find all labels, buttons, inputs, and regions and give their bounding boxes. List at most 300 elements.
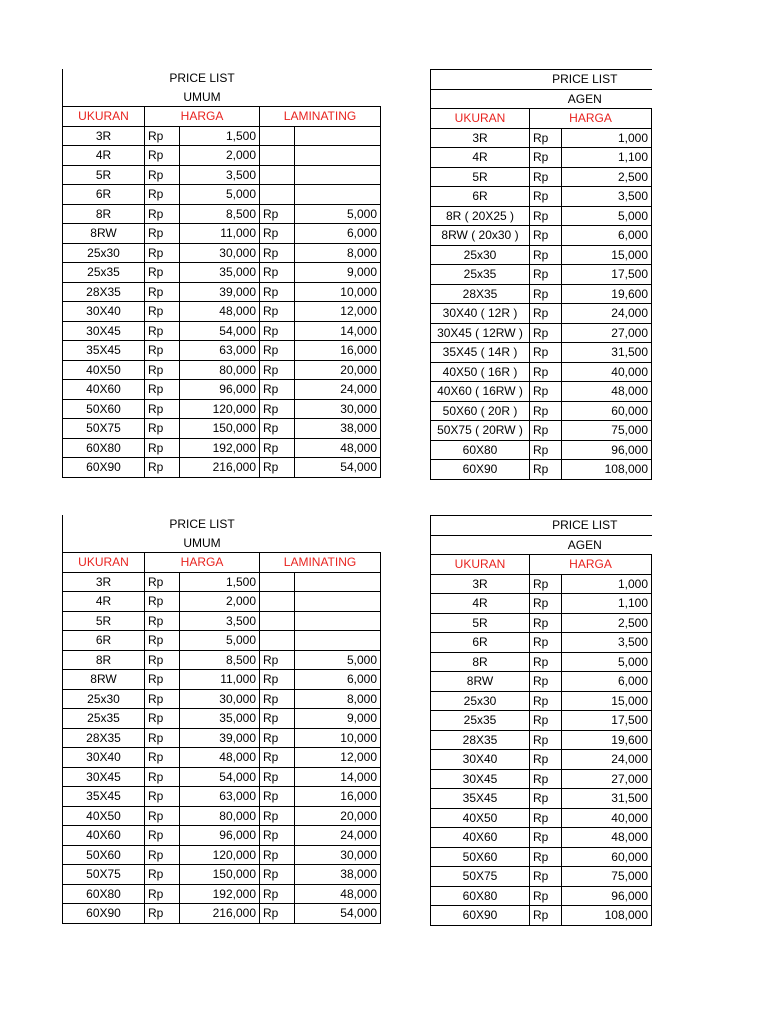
size-cell: 30X40 [63,302,145,322]
table-row [63,204,381,224]
size-cell: 4R [431,148,530,168]
currency-cell: Rp [145,709,180,729]
currency-cell: Rp [145,592,180,612]
price-cell: 2,500 [562,613,652,633]
lam-currency-cell [260,165,295,185]
currency-cell: Rp [145,263,180,283]
currency-cell: Rp [530,362,562,382]
lam-price-cell: 54,000 [295,458,381,478]
lam-currency-cell: Rp [260,728,295,748]
agen-table [430,69,652,480]
price-cell: 39,000 [180,282,260,302]
blank-cell [63,534,145,553]
price-cell: 5,000 [180,631,260,651]
lam-price-cell: 16,000 [295,787,381,807]
currency-cell: Rp [145,126,180,146]
table-row [431,323,652,343]
price-cell: 3,500 [180,611,260,631]
size-cell: 40X50 ( 16R ) [431,362,530,382]
lam-price-cell [295,185,381,205]
lam-currency-cell: Rp [260,865,295,885]
price-cell: 1,100 [562,148,652,168]
price-cell: 31,500 [562,789,652,809]
blank-cell [260,515,381,534]
table-row [63,243,381,263]
size-cell: 3R [431,574,530,594]
currency-cell: Rp [530,906,562,926]
table-row [63,806,381,826]
size-cell: 60X90 [63,904,145,924]
price-cell: 60,000 [562,401,652,421]
currency-cell: Rp [530,730,562,750]
price-cell: 1,500 [180,572,260,592]
price-cell: 5,000 [180,185,260,205]
table-row [431,847,652,867]
size-cell: 8R ( 20X25 ) [431,206,530,226]
table-row [431,828,652,848]
price-cell: 60,000 [562,847,652,867]
table-row [63,224,381,244]
currency-cell: Rp [530,304,562,324]
price-cell: 96,000 [562,886,652,906]
price-cell: 8,500 [180,650,260,670]
table-row [431,652,652,672]
table-row [63,360,381,380]
size-cell: 60X80 [431,440,530,460]
lam-currency-cell: Rp [260,341,295,361]
size-cell: 25x30 [63,243,145,263]
currency-cell: Rp [530,167,562,187]
size-cell: 8RW ( 20x30 ) [431,226,530,246]
size-cell: 8R [63,650,145,670]
lam-price-cell: 12,000 [295,302,381,322]
currency-cell: Rp [530,460,562,480]
currency-cell: Rp [145,321,180,341]
size-cell: 25x35 [63,263,145,283]
price-cell: 40,000 [562,362,652,382]
ukuran-header: UKURAN [63,107,145,127]
table-row [63,631,381,651]
price-cell: 48,000 [180,302,260,322]
currency-cell: Rp [145,806,180,826]
price-cell: 11,000 [180,224,260,244]
size-cell: 40X60 ( 16RW ) [431,382,530,402]
size-cell: 30X45 [63,767,145,787]
title-line-2: AGEN [431,89,652,109]
currency-cell: Rp [145,904,180,924]
title-line-1: PRICE LIST [169,71,235,86]
table-row [431,594,652,614]
size-cell: 8RW [63,224,145,244]
size-cell: 5R [63,611,145,631]
size-cell: 25x35 [431,265,530,285]
table-row [63,419,381,439]
lam-price-cell: 24,000 [295,380,381,400]
table-row [63,165,381,185]
currency-cell: Rp [530,769,562,789]
currency-cell: Rp [530,574,562,594]
table-row [431,284,652,304]
agen-price-list-top [430,69,652,480]
size-cell: 50X75 [63,865,145,885]
table-row [431,633,652,653]
table-row [63,592,381,612]
price-cell: 120,000 [180,399,260,419]
blank-cell [63,515,145,534]
size-cell: 30X40 [63,748,145,768]
price-cell: 54,000 [180,321,260,341]
table-row [431,401,652,421]
currency-cell: Rp [145,572,180,592]
umum-table [62,515,381,924]
price-cell: 19,600 [562,730,652,750]
lam-price-cell [295,165,381,185]
lam-price-cell: 20,000 [295,806,381,826]
currency-cell: Rp [145,360,180,380]
price-cell: 1,100 [562,594,652,614]
currency-cell: Rp [530,265,562,285]
price-cell: 75,000 [562,421,652,441]
lam-price-cell: 8,000 [295,689,381,709]
agen-table [430,515,652,926]
lam-currency-cell: Rp [260,689,295,709]
blank-cell [260,69,381,88]
table-row [63,458,381,478]
price-cell: 27,000 [562,769,652,789]
size-cell: 50X60 ( 20R ) [431,401,530,421]
lam-currency-cell: Rp [260,787,295,807]
lam-currency-cell [260,611,295,631]
ukuran-header: UKURAN [431,555,530,575]
table-row [431,148,652,168]
currency-cell: Rp [530,672,562,692]
lam-currency-cell: Rp [260,380,295,400]
currency-cell: Rp [530,440,562,460]
lam-price-cell: 24,000 [295,826,381,846]
size-cell: 6R [431,633,530,653]
table-row [431,691,652,711]
size-cell: 25x35 [431,711,530,731]
price-cell: 1,500 [180,126,260,146]
price-cell: 96,000 [180,826,260,846]
currency-cell: Rp [145,670,180,690]
table-row [63,748,381,768]
lam-currency-cell: Rp [260,458,295,478]
price-cell: 216,000 [180,904,260,924]
table-row [431,167,652,187]
table-row [63,438,381,458]
currency-cell: Rp [145,728,180,748]
size-cell: 8R [431,652,530,672]
currency-cell: Rp [530,323,562,343]
price-cell: 63,000 [180,341,260,361]
size-cell: 40X50 [63,360,145,380]
size-cell: 6R [63,185,145,205]
currency-cell: Rp [530,128,562,148]
lam-price-cell: 12,000 [295,748,381,768]
table-row [431,789,652,809]
size-cell: 5R [431,613,530,633]
blank-cell [260,88,381,107]
price-cell: 31,500 [562,343,652,363]
lam-currency-cell [260,126,295,146]
price-cell: 75,000 [562,867,652,887]
lam-currency-cell: Rp [260,845,295,865]
lam-currency-cell [260,185,295,205]
lam-currency-cell: Rp [260,263,295,283]
price-cell: 96,000 [562,440,652,460]
price-cell: 35,000 [180,709,260,729]
currency-cell: Rp [530,343,562,363]
size-cell: 40X50 [431,808,530,828]
size-cell: 6R [431,187,530,207]
price-cell: 1,000 [562,128,652,148]
table-row [63,302,381,322]
lam-currency-cell: Rp [260,438,295,458]
lam-currency-cell: Rp [260,224,295,244]
currency-cell: Rp [145,224,180,244]
lam-currency-cell: Rp [260,399,295,419]
currency-cell: Rp [145,748,180,768]
price-cell: 2,500 [562,167,652,187]
table-row [63,728,381,748]
lam-price-cell: 9,000 [295,709,381,729]
currency-cell: Rp [145,826,180,846]
size-cell: 3R [63,572,145,592]
price-cell: 30,000 [180,689,260,709]
table-row [431,128,652,148]
size-cell: 60X80 [63,884,145,904]
table-row [431,440,652,460]
lam-price-cell: 48,000 [295,438,381,458]
table-row [431,711,652,731]
size-cell: 5R [63,165,145,185]
table-row [431,613,652,633]
currency-cell: Rp [145,204,180,224]
lam-price-cell: 38,000 [295,865,381,885]
currency-cell: Rp [530,594,562,614]
size-cell: 35X45 [431,789,530,809]
table-row [63,321,381,341]
currency-cell: Rp [145,282,180,302]
size-cell: 60X80 [63,438,145,458]
lam-price-cell [295,146,381,166]
size-cell: 8R [63,204,145,224]
price-cell: 150,000 [180,865,260,885]
price-cell: 15,000 [562,691,652,711]
price-cell: 120,000 [180,845,260,865]
agen-price-list-bottom [430,515,652,926]
lam-currency-cell: Rp [260,806,295,826]
price-cell: 11,000 [180,670,260,690]
lam-currency-cell: Rp [260,767,295,787]
currency-cell: Rp [530,284,562,304]
size-cell: 60X90 [431,906,530,926]
title-line-1: PRICE LIST [169,517,235,532]
size-cell: 50X75 [431,867,530,887]
currency-cell: Rp [145,631,180,651]
currency-cell: Rp [145,380,180,400]
size-cell: 4R [63,592,145,612]
size-cell: 6R [63,631,145,651]
lam-currency-cell [260,631,295,651]
size-cell: 5R [431,167,530,187]
lam-currency-cell: Rp [260,650,295,670]
price-cell: 15,000 [562,245,652,265]
currency-cell: Rp [145,165,180,185]
lam-price-cell [295,611,381,631]
currency-cell: Rp [530,401,562,421]
price-cell: 192,000 [180,884,260,904]
laminating-header: LAMINATING [260,553,381,573]
price-cell: 216,000 [180,458,260,478]
currency-cell: Rp [530,226,562,246]
table-row [431,808,652,828]
lam-currency-cell: Rp [260,419,295,439]
currency-cell: Rp [145,419,180,439]
table-row [431,362,652,382]
currency-cell: Rp [530,206,562,226]
size-cell: 25x35 [63,709,145,729]
price-cell: 6,000 [562,672,652,692]
lam-currency-cell: Rp [260,884,295,904]
lam-price-cell: 9,000 [295,263,381,283]
laminating-header: LAMINATING [260,107,381,127]
table-row [63,611,381,631]
price-cell: 54,000 [180,767,260,787]
price-cell: 80,000 [180,806,260,826]
currency-cell: Rp [530,148,562,168]
size-cell: 28X35 [63,282,145,302]
table-row [63,826,381,846]
currency-cell: Rp [530,886,562,906]
currency-cell: Rp [145,865,180,885]
lam-price-cell: 16,000 [295,341,381,361]
size-cell: 30X40 [431,750,530,770]
table-row [63,709,381,729]
currency-cell: Rp [530,691,562,711]
currency-cell: Rp [145,438,180,458]
table-row [431,304,652,324]
currency-cell: Rp [145,650,180,670]
table-row [431,750,652,770]
table-row [431,226,652,246]
price-cell: 48,000 [562,828,652,848]
table-row [63,282,381,302]
currency-cell: Rp [145,787,180,807]
lam-currency-cell: Rp [260,826,295,846]
size-cell: 60X80 [431,886,530,906]
size-cell: 50X75 [63,419,145,439]
lam-price-cell [295,592,381,612]
lam-currency-cell: Rp [260,302,295,322]
lam-price-cell: 10,000 [295,282,381,302]
lam-price-cell: 6,000 [295,224,381,244]
table-row [63,380,381,400]
size-cell: 30X40 ( 12R ) [431,304,530,324]
lam-price-cell: 38,000 [295,419,381,439]
price-cell: 27,000 [562,323,652,343]
table-row [63,650,381,670]
lam-price-cell: 30,000 [295,845,381,865]
currency-cell: Rp [530,245,562,265]
table-row [431,574,652,594]
table-row [63,341,381,361]
price-cell: 2,000 [180,592,260,612]
size-cell: 50X75 ( 20RW ) [431,421,530,441]
currency-cell: Rp [145,185,180,205]
lam-currency-cell: Rp [260,204,295,224]
size-cell: 3R [431,128,530,148]
ukuran-header: UKURAN [63,553,145,573]
table-row [431,730,652,750]
table-row [63,185,381,205]
price-cell: 40,000 [562,808,652,828]
table-row [63,399,381,419]
table-row [431,460,652,480]
table-row [431,421,652,441]
blank-cell [63,88,145,107]
price-cell: 192,000 [180,438,260,458]
lam-currency-cell: Rp [260,670,295,690]
price-cell: 8,500 [180,204,260,224]
price-cell: 3,500 [180,165,260,185]
table-row [63,670,381,690]
currency-cell: Rp [530,652,562,672]
lam-price-cell [295,631,381,651]
price-cell: 2,000 [180,146,260,166]
lam-currency-cell: Rp [260,748,295,768]
currency-cell: Rp [530,711,562,731]
lam-currency-cell [260,592,295,612]
table-row [63,146,381,166]
umum-price-list-top [62,69,381,478]
table-row [431,906,652,926]
size-cell: 60X90 [431,460,530,480]
price-cell: 3,500 [562,187,652,207]
size-cell: 3R [63,126,145,146]
currency-cell: Rp [530,187,562,207]
lam-price-cell: 8,000 [295,243,381,263]
table-row [63,572,381,592]
currency-cell: Rp [530,382,562,402]
currency-cell: Rp [145,611,180,631]
table-row [63,865,381,885]
lam-currency-cell: Rp [260,243,295,263]
harga-header: HARGA [145,553,260,573]
currency-cell: Rp [530,613,562,633]
size-cell: 28X35 [431,730,530,750]
price-cell: 5,000 [562,652,652,672]
price-cell: 63,000 [180,787,260,807]
price-cell: 48,000 [562,382,652,402]
umum-table [62,69,381,478]
price-cell: 6,000 [562,226,652,246]
price-cell: 17,500 [562,711,652,731]
price-cell: 39,000 [180,728,260,748]
currency-cell: Rp [530,633,562,653]
size-cell: 50X60 [431,847,530,867]
price-cell: 80,000 [180,360,260,380]
table-row [431,867,652,887]
table-row [63,689,381,709]
table-row [63,884,381,904]
lam-price-cell [295,126,381,146]
table-row [431,206,652,226]
currency-cell: Rp [530,789,562,809]
table-row [431,382,652,402]
currency-cell: Rp [530,847,562,867]
